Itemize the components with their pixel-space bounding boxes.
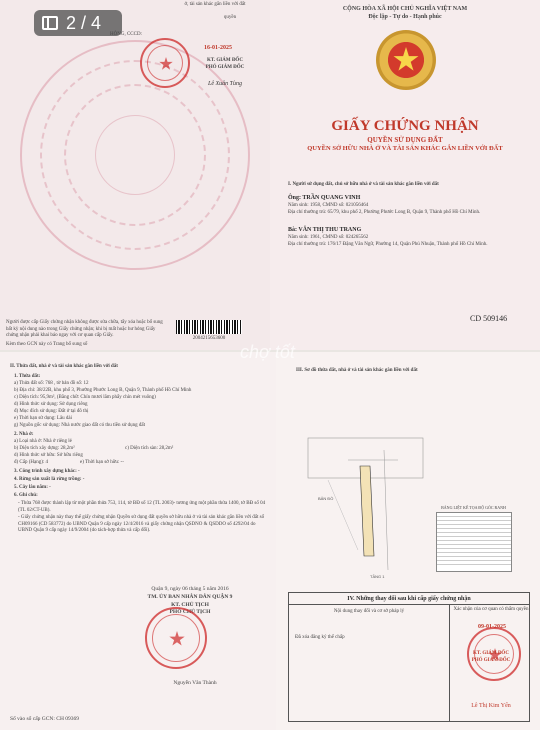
- owner1-name: Ông: TRẦN QUANG VINH: [288, 195, 361, 201]
- land-e: đ) Mục đích sử dụng: Đất ở tại đô thị: [14, 409, 89, 414]
- serial-number: CD 509146: [470, 314, 508, 323]
- owner1-id: Năm sinh: 1958, CMND số: 021056464: [288, 203, 369, 208]
- stamp-star-icon: [159, 57, 173, 71]
- page-indicator-badge[interactable]: [34, 10, 122, 36]
- issuer-org: TM. ỦY BAN NHÂN DÂN QUẬN 9: [147, 594, 233, 600]
- notes-head: 6. Ghi chú:: [14, 493, 38, 498]
- nation-name: CỘNG HÒA XÃ HỘI CHỦ NGHĨA VIỆT NAM: [342, 6, 468, 12]
- changes-entry-1: Đã xóa đăng ký thế chấp: [295, 635, 345, 640]
- house-term: e) Thời hạn sở hữu: --: [80, 460, 124, 465]
- note-2: - Giấy chứng nhận này thay thế giấy chứng nhận Quyền sử dụng đất quyền sở hữu nhà ở và tài sản khác gắn liền với đất số CH09166 (CD 583772) do UBND Quận 9 cấp ngày 12/4/2016 và giấy chứng nhận QSDNO & QSDDO số 4292/04 do UBND Quận 9 cấp ngày 14/9/2004 (do tách-hợp thửa và cấp đổi).: [18, 515, 265, 533]
- owner1-address: Địa chỉ thường trú: 65/79, khu phố 2, Phường Phước Long B, Quận 9, Thành phố Hồ Chí Minh.: [288, 210, 481, 215]
- perennial-trees: 5. Cây lâu năm: -: [14, 485, 51, 490]
- changes-col2: Xác nhận của cơ quan có thẩm quyền: [453, 607, 529, 612]
- other-construction: 3. Công trình xây dựng khác: -: [14, 469, 80, 474]
- certificate-subtitle-2: QUYỀN SỞ HỮU NHÀ Ở VÀ TÀI SẢN KHÁC GẮN LIỀN VỚI ĐẤT: [307, 145, 503, 152]
- note-1: - Thửa 768 được thành lập từ một phần thửa 753, 114, tờ BĐ số 12 (TL 2003)- tương ứng một phần thửa 1400, tờ BĐ số 04 (TL 02/CT-UB).: [18, 501, 266, 513]
- issuer-kt: KT. CHỦ TỊCH: [171, 602, 209, 608]
- land-a: a) Thửa đất số: 768 , tờ bản đồ số: 12: [14, 381, 89, 386]
- coord-table: [436, 512, 512, 572]
- signature-name: Lê Xuân Tùng: [207, 81, 242, 87]
- certificate-title: GIẤY CHỨNG NHẬN: [331, 118, 479, 134]
- owner2-id: Năm sinh: 1961, CMND số: 024265562: [288, 235, 369, 240]
- supplement-footer: Kèm theo GCN này có Trang bổ sung số: [6, 342, 88, 347]
- stamp-date: 16-01-2025: [204, 45, 232, 51]
- district-stamp: [145, 607, 207, 669]
- owner-fragment: HÒNG, CCCD:: [110, 32, 142, 37]
- owners-section-title: I. Người sử dụng đất, chủ sở hữu nhà ở và tài sản khác gắn liền với đất: [288, 182, 439, 187]
- coord-table-caption: BẢNG LIỆT KÊ TỌA ĐỘ GÓC RANH: [441, 505, 506, 510]
- land-section-title: II. Thửa đất, nhà ở và tài sản khác gắn liền với đất: [10, 364, 118, 369]
- changes-stamp-date: 09-01-2025: [478, 624, 506, 630]
- planted-forest: 4. Rừng sản xuất là rừng trồng: -: [14, 477, 85, 482]
- changes-pgd: PHÓ GIÁM ĐỐC: [471, 658, 511, 663]
- land-c: c) Diện tích: 95,9m², (Bằng chữ: Chín mươi lăm phẩy chín mét vuông): [14, 395, 156, 400]
- stamp-star-icon: [169, 631, 185, 647]
- certificate-page-3: [240, 342, 540, 730]
- issuer-title: PHÓ CHỦ TỊCH: [169, 609, 211, 615]
- land-f: e) Thời hạn sử dụng: Lâu dài: [14, 416, 73, 421]
- land-d: d) Hình thức sử dụng: Sử dụng riêng: [14, 402, 88, 407]
- house-build-area: b) Diện tích xây dựng: 28,2m²: [14, 446, 75, 451]
- land-g: g) Nguồn gốc sử dụng: Nhà nước giao đất có thu tiền sử dụng đất: [14, 423, 146, 428]
- nation-motto: Độc lập - Tự do - Hạnh phúc: [368, 14, 442, 20]
- land-b: b) Địa chỉ: 38/22B, khu phố 3, Phường Phước Long B, Quận 9, Thành phố Hồ Chí Minh: [14, 388, 192, 393]
- certificate-front-cover: [270, 0, 540, 350]
- house-type: a) Loại nhà ở: Nhà ở riêng lẻ: [14, 439, 72, 444]
- changes-signer: Lê Thị Kim Yến: [471, 703, 511, 709]
- changes-col1: Nội dung thay đổi và cơ sở pháp lý: [333, 609, 405, 614]
- issuer-signer: Nguyễn Văn Thành: [173, 680, 217, 686]
- house-ownership: d) Hình thức sở hữu: Sở hữu riêng: [14, 453, 83, 458]
- top-text-1: ở, tài sản khác gắn liền với đất: [184, 2, 246, 7]
- barcode: [176, 320, 242, 334]
- page-indicator-text: 2 / 4: [66, 12, 102, 33]
- guilloche-inner: [95, 115, 175, 195]
- top-text-3: quyền: [223, 15, 237, 20]
- certificate-subtitle-1: QUYỀN SỬ DỤNG ĐẤT: [367, 136, 443, 144]
- plot-section-title: III. Sơ đồ thửa đất, nhà ở và tài sản khác gắn liền với đất: [296, 368, 418, 373]
- issue-date: Quận 9, ngày 06 tháng 5 năm 2016: [151, 586, 229, 592]
- holder-note: Người được cấp Giấy chứng nhận không được sửa chữa, tẩy xóa hoặc bổ sung bất kỳ nội dung nào trong Giấy chứng nhận; khi bị mất hoặc hư hỏng Giấy chứng nhận phải khai báo ngay với cơ quan cấp Giấy.: [6, 320, 163, 338]
- barcode-number: 2004215653600: [192, 336, 226, 341]
- certificate-page-2: [0, 352, 276, 730]
- house-grade: đ) Cấp (Hạng): 4: [14, 460, 49, 465]
- changes-title: IV. Những thay đổi sau khi cấp giấy chứng nhận: [289, 593, 529, 605]
- register-number: Số vào sổ cấp GCN: CH 09369: [10, 716, 80, 722]
- watermark: chợ tốt: [240, 342, 295, 362]
- svg-text:BẢN ĐỒ: BẢN ĐỒ: [318, 496, 334, 501]
- page-icon: [42, 16, 58, 30]
- kt-label: KT. GIÁM ĐỐC: [207, 58, 243, 63]
- certificate-back-cover: [0, 0, 270, 350]
- house-head: 2. Nhà ở:: [14, 432, 34, 437]
- house-floor-area: c) Diện tích sàn: 28,2m²: [125, 446, 174, 451]
- svg-text:TẦNG 1: TẦNG 1: [370, 574, 385, 579]
- land-head: 1. Thửa đất:: [14, 374, 41, 379]
- national-emblem-icon: [376, 30, 436, 90]
- pgd-label: PHÓ GIÁM ĐỐC: [205, 65, 245, 70]
- owner2-name: Bà: VĂN THỊ THU TRANG: [288, 227, 362, 233]
- owner2-address: Địa chỉ thường trú: 176/17 Đặng Văn Ngữ, Phường 14, Quận Phú Nhuận, Thành phố Hồ Chí Minh.: [288, 242, 488, 247]
- changes-kt: KT. GIÁM ĐỐC: [473, 651, 509, 656]
- office-stamp: [140, 38, 190, 88]
- changes-box: [288, 592, 530, 722]
